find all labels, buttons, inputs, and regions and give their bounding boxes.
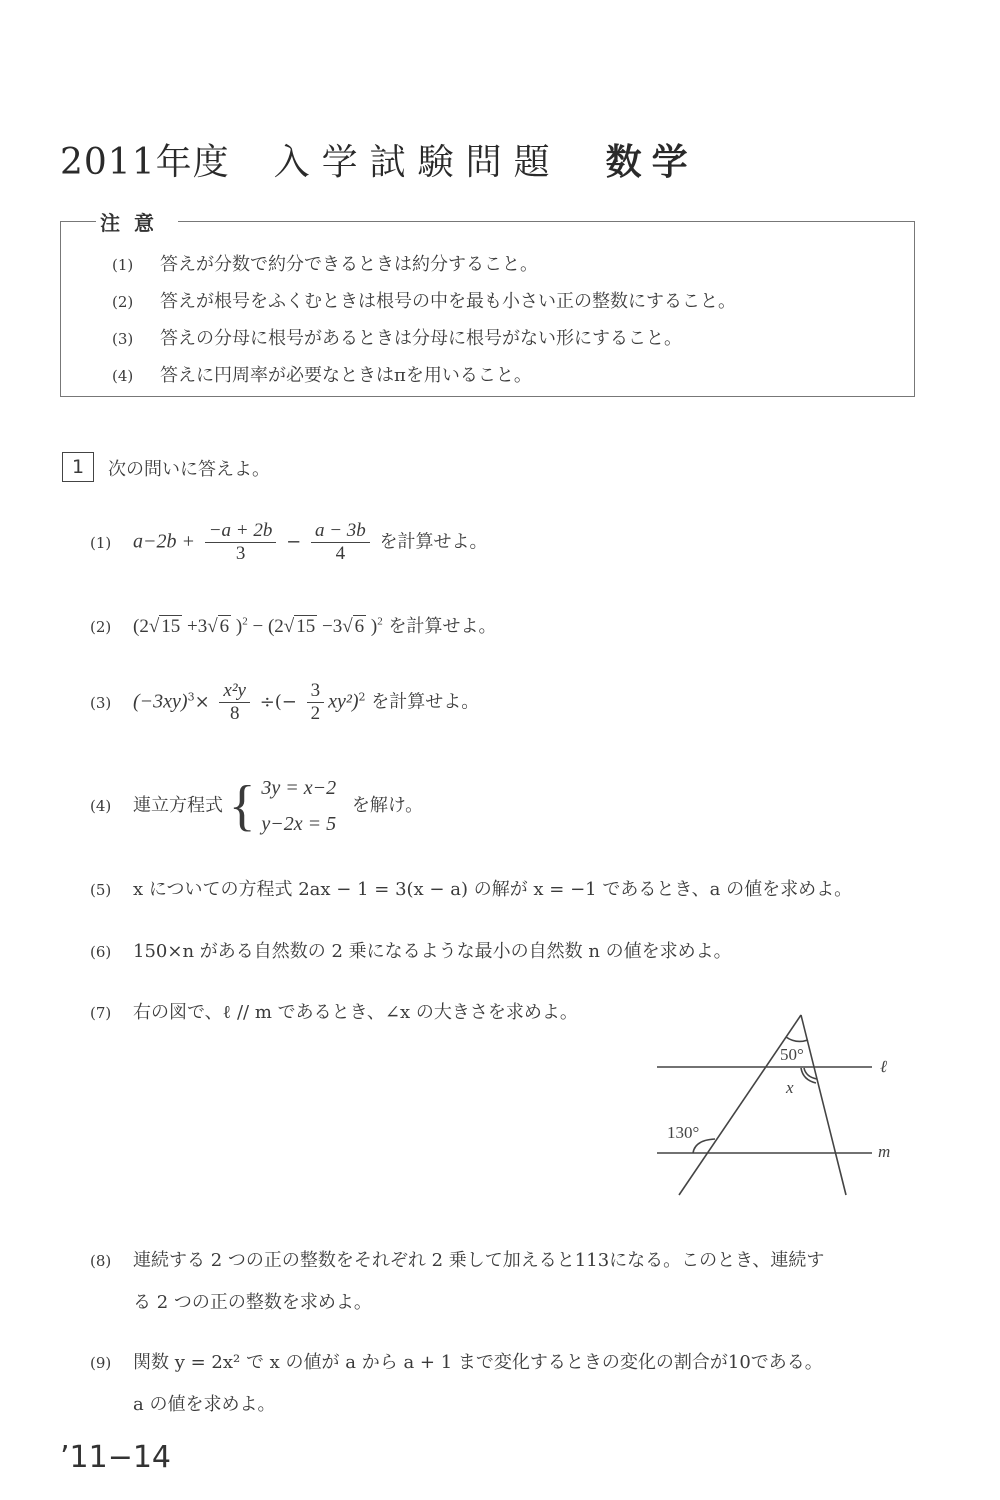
- title-year: 2011年度: [60, 142, 230, 183]
- question-7: (7) 右の図で、ℓ // m であるとき、∠x の大きさを求めよ。: [90, 1002, 578, 1023]
- notice-heading: 注意: [100, 211, 168, 235]
- question-6: (6) 150×n がある自然数の 2 乗になるような最小の自然数 n の値を求めよ。: [90, 941, 732, 962]
- question-8: (8) 連続する 2 つの正の整数をそれぞれ 2 乗して加えると113になる。このとき、連続す る 2 つの正の整数を求めよ。: [90, 1250, 825, 1313]
- notice-item: (2) 答えが根号をふくむときは根号の中を最も小さい正の整数にすること。: [112, 291, 736, 312]
- label-50: 50°: [780, 1045, 804, 1064]
- label-130: 130°: [667, 1123, 700, 1142]
- notice-item: (4) 答えに円周率が必要なときはπを用いること。: [112, 365, 532, 386]
- page-footer-code: ’11−14: [60, 1440, 172, 1475]
- angle-arc-top: [786, 1037, 808, 1041]
- transversal-left: [679, 1015, 801, 1195]
- problem-number-box: 1: [62, 452, 94, 482]
- title-subject: 数学: [605, 142, 698, 183]
- notice-item: (3) 答えの分母に根号があるときは分母に根号がない形にすること。: [112, 328, 682, 349]
- question-5: (5) x についての方程式 2ax − 1 = 3(x − a) の解が x = −1 であるとき、a の値を求めよ。: [90, 879, 853, 900]
- question-9: (9) 関数 y = 2x² で x の値が a から a + 1 まで変化するときの変化の割合が10である。 a の値を求めよ。: [90, 1352, 823, 1415]
- question-3: (3) $(-3xy)^3\times$ $\frac{\text{x²y}}{8}$ ÷(− $\frac{3}{2}$ xy²)$^2$ を計算せよ。: [90, 680, 480, 724]
- label-x: x: [786, 1078, 794, 1097]
- question-1: (1) a−2b + $\frac{-a + 2b}{3}$ − $\frac{a - 3b}{4}$ を計算せよ。: [90, 520, 488, 564]
- title-exam: 入学試験問題: [273, 142, 562, 183]
- label-m: m: [878, 1142, 891, 1161]
- question-2: (2) (2√ 15 +3√ 6 )$^2$ − (2√ 15 −3√ 6 )$^2$ を計算せよ。: [90, 615, 497, 637]
- problem-instruction: 次の問いに答えよ。: [108, 459, 270, 480]
- label-l: ℓ: [880, 1057, 888, 1076]
- transversal-right: [801, 1015, 846, 1195]
- notice-item: (1) 答えが分数で約分できるときは約分すること。: [112, 254, 538, 275]
- question-4: (4) 連立方程式 { 3y = x−2 y−2x = 5 を解け。: [90, 775, 424, 837]
